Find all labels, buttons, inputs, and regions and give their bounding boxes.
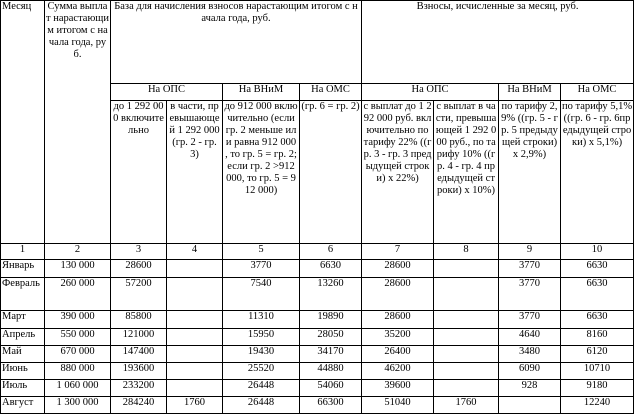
month-cell: Март [1, 311, 45, 329]
header-base-vnim: На ВНиМ [223, 84, 300, 101]
desc-col6: (гр. 6 = гр. 2) [300, 101, 362, 244]
header-contrib-ops: На ОПС [362, 84, 499, 101]
table-row [1, 278, 634, 311]
column-number: 1 [1, 244, 45, 260]
contrib-oms-cell: 12240 [561, 397, 634, 414]
contrib-oms-cell: 6630 [561, 278, 634, 311]
column-number: 3 [111, 244, 167, 260]
base-ops-over-cell [167, 329, 223, 346]
desc-col7: с выплат до 1 292 000 руб. включительно по тарифу 22% ((гр. 3 - гр. 3 предыдущей строки) x 22%) [362, 101, 434, 244]
column-number: 7 [362, 244, 434, 260]
contrib-vnim-cell: 6090 [499, 363, 561, 380]
month-cell: Июль [1, 380, 45, 397]
header-month: Месяц [1, 1, 45, 244]
contrib-vnim-cell: 3770 [499, 260, 561, 278]
base-ops-over-cell [167, 260, 223, 278]
contrib-ops-upto-cell: 28600 [362, 278, 434, 311]
desc-col10: по тарифу 5,1% ((гр. 6 - гр. 6предыдущей строки) x 5,1%) [561, 101, 634, 244]
table-row [1, 363, 634, 380]
contrib-vnim-cell: 3770 [499, 311, 561, 329]
contrib-ops-over-cell [434, 363, 499, 380]
month-cell: Май [1, 346, 45, 363]
base-ops-over-cell: 1760 [167, 397, 223, 414]
base-ops-upto-cell: 85800 [111, 311, 167, 329]
column-number: 6 [300, 244, 362, 260]
contrib-vnim-cell: 4640 [499, 329, 561, 346]
header-contrib-group: Взносы, исчисленные за месяц, руб. [362, 1, 634, 84]
column-number: 5 [223, 244, 300, 260]
contrib-oms-cell: 8160 [561, 329, 634, 346]
month-cell: Июнь [1, 363, 45, 380]
contrib-ops-over-cell [434, 380, 499, 397]
cumulative-sum-cell: 390 000 [45, 311, 111, 329]
base-ops-upto-cell: 121000 [111, 329, 167, 346]
desc-col9: по тарифу 2,9% ((гр. 5 - гр. 5 предыдущей строки) x 2,9%) [499, 101, 561, 244]
month-cell: Январь [1, 260, 45, 278]
base-ops-over-cell [167, 380, 223, 397]
cumulative-sum-cell: 1 300 000 [45, 397, 111, 414]
contrib-ops-upto-cell: 28600 [362, 311, 434, 329]
desc-col5: до 912 000 включительно (если гр. 2 меньше или равна 912 000 , то гр. 5 = гр. 2; если гр. 2 >912 000, то гр. 5 = 912 000) [223, 101, 300, 244]
base-ops-upto-cell: 57200 [111, 278, 167, 311]
base-oms-cell: 28050 [300, 329, 362, 346]
contrib-oms-cell: 10710 [561, 363, 634, 380]
base-vnim-cell: 15950 [223, 329, 300, 346]
table-row [1, 329, 634, 346]
table-row [1, 397, 634, 414]
base-oms-cell: 13260 [300, 278, 362, 311]
cumulative-sum-cell: 670 000 [45, 346, 111, 363]
base-oms-cell: 34170 [300, 346, 362, 363]
header-base-oms: На ОМС [300, 84, 362, 101]
base-ops-over-cell [167, 278, 223, 311]
desc-col3: до 1 292 000 включительно [111, 101, 167, 244]
contrib-ops-upto-cell: 35200 [362, 329, 434, 346]
cumulative-sum-cell: 550 000 [45, 329, 111, 346]
contrib-ops-upto-cell: 39600 [362, 380, 434, 397]
base-ops-upto-cell: 193600 [111, 363, 167, 380]
contrib-ops-over-cell [434, 278, 499, 311]
table-row [1, 311, 634, 329]
base-vnim-cell: 19430 [223, 346, 300, 363]
base-oms-cell: 6630 [300, 260, 362, 278]
header-base-group: База для начисления взносов нарастающим итогом с начала года, руб. [111, 1, 362, 84]
base-oms-cell: 54060 [300, 380, 362, 397]
contrib-oms-cell: 9180 [561, 380, 634, 397]
base-vnim-cell: 25520 [223, 363, 300, 380]
base-vnim-cell: 26448 [223, 397, 300, 414]
base-ops-over-cell [167, 363, 223, 380]
base-ops-upto-cell: 28600 [111, 260, 167, 278]
cumulative-sum-cell: 1 060 000 [45, 380, 111, 397]
month-cell: Август [1, 397, 45, 414]
column-number: 4 [167, 244, 223, 260]
base-oms-cell: 66300 [300, 397, 362, 414]
base-vnim-cell: 7540 [223, 278, 300, 311]
month-cell: Февраль [1, 278, 45, 311]
contrib-vnim-cell: 3770 [499, 278, 561, 311]
contrib-oms-cell: 6630 [561, 260, 634, 278]
column-number: 9 [499, 244, 561, 260]
base-ops-upto-cell: 233200 [111, 380, 167, 397]
contrib-ops-upto-cell: 28600 [362, 260, 434, 278]
contrib-ops-upto-cell: 51040 [362, 397, 434, 414]
table-row [1, 380, 634, 397]
base-ops-upto-cell: 147400 [111, 346, 167, 363]
base-ops-over-cell [167, 346, 223, 363]
header-contrib-oms: На ОМС [561, 84, 634, 101]
cumulative-sum-cell: 880 000 [45, 363, 111, 380]
month-cell: Апрель [1, 329, 45, 346]
column-number: 8 [434, 244, 499, 260]
contrib-vnim-cell [499, 397, 561, 414]
contrib-oms-cell: 6120 [561, 346, 634, 363]
base-vnim-cell: 3770 [223, 260, 300, 278]
cumulative-sum-cell: 260 000 [45, 278, 111, 311]
header-cumulative-sum: Сумма выплат нарастающим итогом с начала года, руб. [45, 1, 111, 244]
contrib-vnim-cell: 3480 [499, 346, 561, 363]
table-row [1, 346, 634, 363]
contrib-ops-upto-cell: 46200 [362, 363, 434, 380]
contrib-ops-over-cell [434, 346, 499, 363]
base-vnim-cell: 11310 [223, 311, 300, 329]
column-number: 2 [45, 244, 111, 260]
contrib-ops-over-cell [434, 311, 499, 329]
base-ops-over-cell [167, 311, 223, 329]
contrib-ops-over-cell [434, 329, 499, 346]
contrib-ops-over-cell [434, 260, 499, 278]
base-ops-upto-cell: 284240 [111, 397, 167, 414]
cumulative-sum-cell: 130 000 [45, 260, 111, 278]
contrib-ops-upto-cell: 26400 [362, 346, 434, 363]
column-number: 10 [561, 244, 634, 260]
base-vnim-cell: 26448 [223, 380, 300, 397]
desc-col8: с выплат в части, превышающей 1 292 000 руб., по тарифу 10% ((гр. 4 - гр. 4 предыдущей строки) x 10%) [434, 101, 499, 244]
contrib-vnim-cell: 928 [499, 380, 561, 397]
table-row [1, 260, 634, 278]
contrib-oms-cell: 6630 [561, 311, 634, 329]
header-base-ops: На ОПС [111, 84, 223, 101]
contrib-ops-over-cell: 1760 [434, 397, 499, 414]
base-oms-cell: 44880 [300, 363, 362, 380]
desc-col4: в части, превышающей 1 292 000 (гр. 2 - гр. 3) [167, 101, 223, 244]
header-contrib-vnim: На ВНиМ [499, 84, 561, 101]
base-oms-cell: 19890 [300, 311, 362, 329]
